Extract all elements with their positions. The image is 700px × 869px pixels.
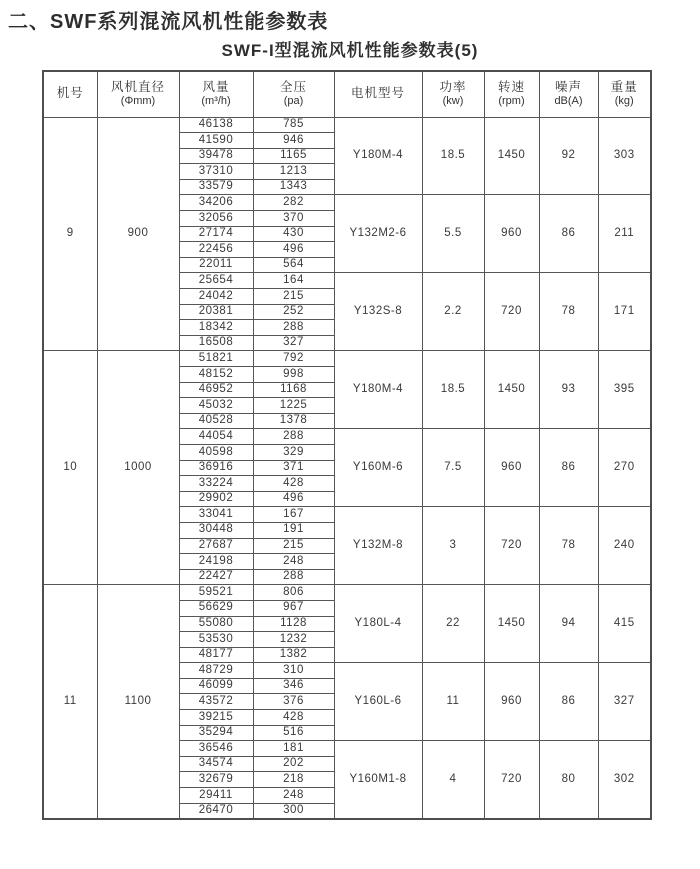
airflow-cell: 34206	[179, 195, 253, 211]
speed-cell: 960	[484, 663, 539, 741]
diameter-cell: 1100	[97, 585, 179, 819]
pressure-cell: 516	[253, 725, 334, 741]
pressure-cell: 1343	[253, 179, 334, 195]
weight-cell: 302	[598, 741, 651, 819]
pressure-cell: 164	[253, 273, 334, 289]
motor-model-cell: Y160M1-8	[334, 741, 422, 819]
weight-cell: 395	[598, 351, 651, 429]
noise-cell: 86	[539, 663, 598, 741]
weight-cell: 171	[598, 273, 651, 351]
pressure-cell: 288	[253, 320, 334, 336]
pressure-cell: 167	[253, 507, 334, 523]
header-row	[43, 71, 651, 117]
speed-cell: 960	[484, 195, 539, 273]
airflow-cell: 18342	[179, 320, 253, 336]
pressure-cell: 329	[253, 444, 334, 460]
airflow-cell: 36916	[179, 460, 253, 476]
pressure-cell: 376	[253, 694, 334, 710]
airflow-cell: 48177	[179, 647, 253, 663]
airflow-cell: 16508	[179, 335, 253, 351]
pressure-cell: 428	[253, 476, 334, 492]
header-machine-no	[43, 71, 97, 117]
airflow-cell: 36546	[179, 741, 253, 757]
header-airflow-label: 风量	[202, 79, 230, 94]
airflow-cell: 20381	[179, 304, 253, 320]
header-diameter	[97, 71, 179, 117]
page-title: 二、SWF系列混流风机性能参数表	[8, 11, 329, 33]
airflow-cell: 27174	[179, 226, 253, 242]
pressure-cell: 496	[253, 491, 334, 507]
table-row	[43, 585, 651, 601]
airflow-cell: 59521	[179, 585, 253, 601]
power-cell: 22	[422, 585, 484, 663]
header-motor-model-label: 电机型号	[350, 86, 405, 101]
header-power-label: 功率	[439, 79, 467, 94]
weight-cell: 327	[598, 663, 651, 741]
pressure-cell: 218	[253, 772, 334, 788]
header-power-unit: (kw)	[442, 95, 464, 108]
airflow-cell: 24042	[179, 289, 253, 305]
pressure-cell: 282	[253, 195, 334, 211]
motor-model-cell: Y180L-4	[334, 585, 422, 663]
pressure-cell: 1382	[253, 647, 334, 663]
machine-no-cell: 10	[43, 351, 97, 585]
pressure-cell: 430	[253, 226, 334, 242]
pressure-cell: 1213	[253, 164, 334, 180]
speed-cell: 960	[484, 429, 539, 507]
airflow-cell: 55080	[179, 616, 253, 632]
header-airflow	[179, 71, 253, 117]
speed-cell: 1450	[484, 351, 539, 429]
airflow-cell: 35294	[179, 725, 253, 741]
airflow-cell: 46099	[179, 678, 253, 694]
table-header	[43, 71, 651, 117]
motor-model-cell: Y132S-8	[334, 273, 422, 351]
pressure-cell: 248	[253, 554, 334, 570]
motor-model-cell: Y180M-4	[334, 117, 422, 195]
noise-cell: 78	[539, 507, 598, 585]
speed-cell: 720	[484, 507, 539, 585]
power-cell: 5.5	[422, 195, 484, 273]
header-noise-unit: dB(A)	[554, 95, 583, 108]
table-row	[43, 351, 651, 367]
motor-model-cell: Y132M-8	[334, 507, 422, 585]
header-machine-no-label: 机号	[56, 86, 84, 101]
pressure-cell: 181	[253, 741, 334, 757]
header-speed	[484, 71, 539, 117]
noise-cell: 92	[539, 117, 598, 195]
pressure-cell: 785	[253, 117, 334, 133]
power-cell: 18.5	[422, 351, 484, 429]
noise-cell: 86	[539, 429, 598, 507]
header-weight-unit: (kg)	[614, 95, 634, 108]
speed-cell: 1450	[484, 117, 539, 195]
airflow-cell: 40528	[179, 413, 253, 429]
airflow-cell: 24198	[179, 554, 253, 570]
header-weight-label: 重量	[610, 79, 638, 94]
noise-cell: 80	[539, 741, 598, 819]
pressure-cell: 1378	[253, 413, 334, 429]
airflow-cell: 39215	[179, 710, 253, 726]
power-cell: 4	[422, 741, 484, 819]
airflow-cell: 34574	[179, 756, 253, 772]
header-noise-label: 噪声	[554, 79, 582, 94]
speed-cell: 720	[484, 273, 539, 351]
airflow-cell: 44054	[179, 429, 253, 445]
airflow-cell: 33224	[179, 476, 253, 492]
airflow-cell: 39478	[179, 148, 253, 164]
airflow-cell: 53530	[179, 632, 253, 648]
noise-cell: 93	[539, 351, 598, 429]
header-weight	[598, 71, 651, 117]
machine-no-cell: 11	[43, 585, 97, 819]
airflow-cell: 45032	[179, 398, 253, 414]
speed-cell: 1450	[484, 585, 539, 663]
pressure-cell: 288	[253, 429, 334, 445]
pressure-cell: 371	[253, 460, 334, 476]
airflow-cell: 48729	[179, 663, 253, 679]
pressure-cell: 564	[253, 257, 334, 273]
pressure-cell: 1165	[253, 148, 334, 164]
pressure-cell: 252	[253, 304, 334, 320]
airflow-cell: 46952	[179, 382, 253, 398]
header-noise	[539, 71, 598, 117]
airflow-cell: 26470	[179, 803, 253, 819]
pressure-cell: 327	[253, 335, 334, 351]
motor-model-cell: Y132M2-6	[334, 195, 422, 273]
motor-model-cell: Y160M-6	[334, 429, 422, 507]
pressure-cell: 428	[253, 710, 334, 726]
weight-cell: 211	[598, 195, 651, 273]
pressure-cell: 496	[253, 242, 334, 258]
airflow-cell: 32679	[179, 772, 253, 788]
pressure-cell: 346	[253, 678, 334, 694]
header-speed-unit: (rpm)	[498, 95, 525, 108]
pressure-cell: 792	[253, 351, 334, 367]
airflow-cell: 22427	[179, 569, 253, 585]
power-cell: 11	[422, 663, 484, 741]
diameter-cell: 1000	[97, 351, 179, 585]
airflow-cell: 29411	[179, 788, 253, 804]
pressure-cell: 288	[253, 569, 334, 585]
noise-cell: 78	[539, 273, 598, 351]
weight-cell: 303	[598, 117, 651, 195]
pressure-cell: 310	[253, 663, 334, 679]
noise-cell: 86	[539, 195, 598, 273]
power-cell: 7.5	[422, 429, 484, 507]
airflow-cell: 25654	[179, 273, 253, 289]
airflow-cell: 46138	[179, 117, 253, 133]
motor-model-cell: Y160L-6	[334, 663, 422, 741]
weight-cell: 270	[598, 429, 651, 507]
airflow-cell: 43572	[179, 694, 253, 710]
header-pressure-label: 全压	[279, 79, 307, 94]
pressure-cell: 215	[253, 289, 334, 305]
header-pressure	[253, 71, 334, 117]
header-power	[422, 71, 484, 117]
airflow-cell: 22011	[179, 257, 253, 273]
pressure-cell: 946	[253, 133, 334, 149]
fan-performance-table	[42, 70, 652, 820]
pressure-cell: 215	[253, 538, 334, 554]
table-row	[43, 117, 651, 133]
pressure-cell: 1128	[253, 616, 334, 632]
pressure-cell: 1232	[253, 632, 334, 648]
weight-cell: 415	[598, 585, 651, 663]
header-speed-label: 转速	[497, 79, 525, 94]
power-cell: 3	[422, 507, 484, 585]
noise-cell: 94	[539, 585, 598, 663]
airflow-cell: 56629	[179, 600, 253, 616]
pressure-cell: 191	[253, 522, 334, 538]
airflow-cell: 48152	[179, 367, 253, 383]
table-body	[43, 117, 651, 819]
header-diameter-label: 风机直径	[110, 79, 165, 94]
header-diameter-unit: (Φmm)	[120, 95, 156, 108]
airflow-cell: 27687	[179, 538, 253, 554]
airflow-cell: 40598	[179, 444, 253, 460]
motor-model-cell: Y180M-4	[334, 351, 422, 429]
airflow-cell: 22456	[179, 242, 253, 258]
pressure-cell: 1225	[253, 398, 334, 414]
airflow-cell: 37310	[179, 164, 253, 180]
airflow-cell: 32056	[179, 211, 253, 227]
pressure-cell: 1168	[253, 382, 334, 398]
power-cell: 2.2	[422, 273, 484, 351]
pressure-cell: 202	[253, 756, 334, 772]
header-pressure-unit: (pa)	[283, 95, 304, 108]
pressure-cell: 248	[253, 788, 334, 804]
weight-cell: 240	[598, 507, 651, 585]
pressure-cell: 370	[253, 211, 334, 227]
header-motor-model	[334, 71, 422, 117]
pressure-cell: 998	[253, 367, 334, 383]
pressure-cell: 806	[253, 585, 334, 601]
airflow-cell: 30448	[179, 522, 253, 538]
machine-no-cell: 9	[43, 117, 97, 351]
header-airflow-unit: (m³/h)	[201, 95, 231, 108]
page-subtitle: SWF-I型混流风机性能参数表(5)	[221, 41, 479, 60]
airflow-cell: 29902	[179, 491, 253, 507]
pressure-cell: 967	[253, 600, 334, 616]
speed-cell: 720	[484, 741, 539, 819]
airflow-cell: 33041	[179, 507, 253, 523]
diameter-cell: 900	[97, 117, 179, 351]
power-cell: 18.5	[422, 117, 484, 195]
airflow-cell: 41590	[179, 133, 253, 149]
airflow-cell: 51821	[179, 351, 253, 367]
airflow-cell: 33579	[179, 179, 253, 195]
pressure-cell: 300	[253, 803, 334, 819]
